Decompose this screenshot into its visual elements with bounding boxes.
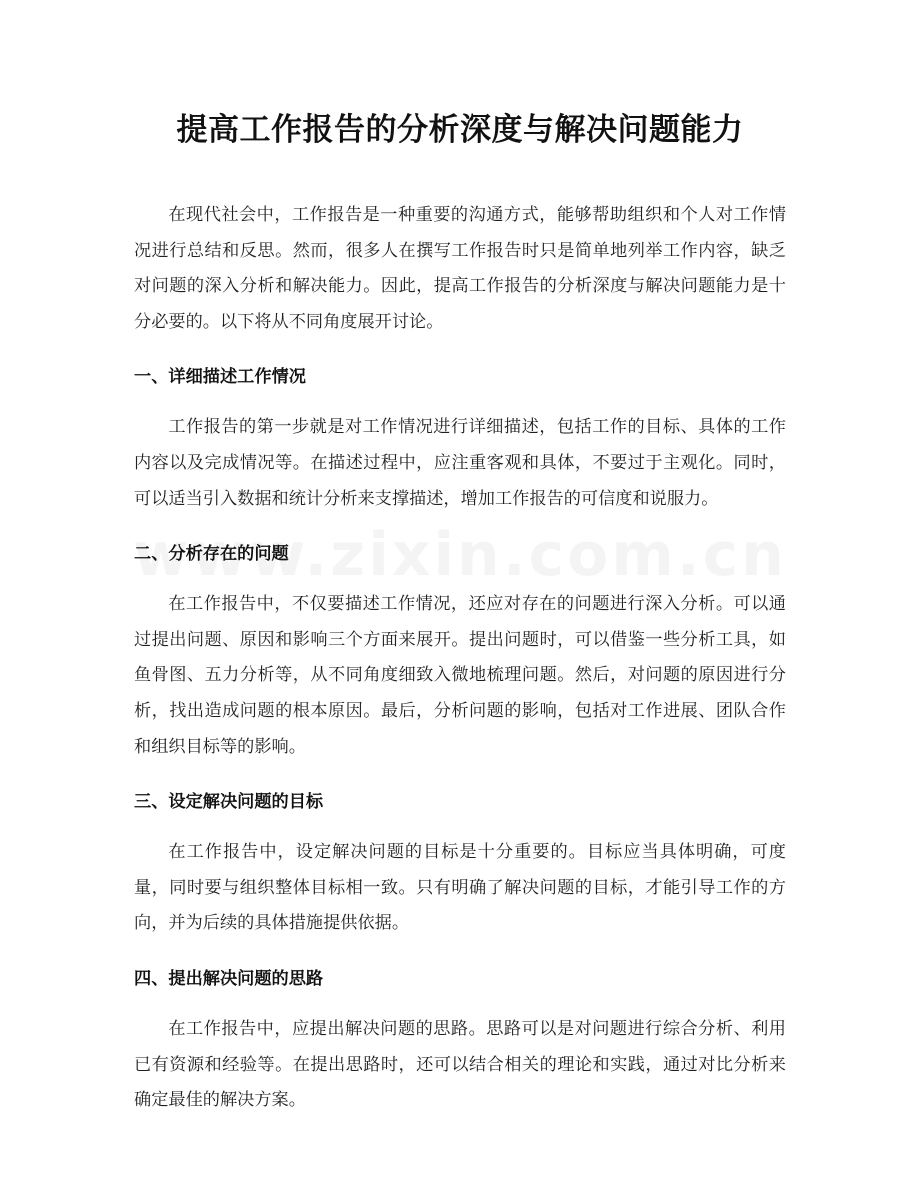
intro-paragraph: 在现代社会中，工作报告是一种重要的沟通方式，能够帮助组织和个人对工作情况进行总结和反思。然而，很多人在撰写工作报告时只是简单地列举工作内容，缺乏对问题的深入分析和解决能力。因此，提高工作报告的分析深度与解决问题能力是十分必要的。以下将从不同角度展开讨论。 <box>134 205 786 332</box>
section-paragraph: 在工作报告中，设定解决问题的目标是十分重要的。目标应当具体明确，可度量，同时要与组织整体目标相一致。只有明确了解决问题的目标，才能引导工作的方向，并为后续的具体措施提供依据。 <box>134 842 786 934</box>
section-heading: 四、提出解决问题的思路 <box>134 968 324 989</box>
document-title: 提高工作报告的分析深度与解决问题能力 <box>176 112 744 148</box>
section-3 <box>134 789 786 942</box>
section-heading: 一、详细描述工作情况 <box>134 367 306 388</box>
section-1 <box>134 364 786 517</box>
section-heading: 二、分析存在的问题 <box>134 544 289 565</box>
section-4 <box>134 966 786 1119</box>
section-paragraph: 在工作报告中，不仅要描述工作情况，还应对存在的问题进行深入分析。可以通过提出问题、原因和影响三个方面来展开。提出问题时，可以借鉴一些分析工具，如鱼骨图、五力分析等，从不同角度细致入微地梳理问题。然后，对问题的原因进行分析，找出造成问题的根本原因。最后，分析问题的影响，包括对工作进展、团队合作和组织目标等的影响。 <box>134 594 786 757</box>
section-2 <box>134 541 786 765</box>
section-heading: 三、设定解决问题的目标 <box>134 792 324 813</box>
section-paragraph: 工作报告的第一步就是对工作情况进行详细描述，包括工作的目标、具体的工作内容以及完成情况等。在描述过程中，应注重客观和具体，不要过于主观化。同时，可以适当引入数据和统计分析来支撑描述，增加工作报告的可信度和说服力。 <box>134 417 786 509</box>
section-paragraph: 在工作报告中，应提出解决问题的思路。思路可以是对问题进行综合分析、利用已有资源和经验等。在提出思路时，还可以结合相关的理论和实践，通过对比分析来确定最佳的解决方案。 <box>134 1018 786 1111</box>
